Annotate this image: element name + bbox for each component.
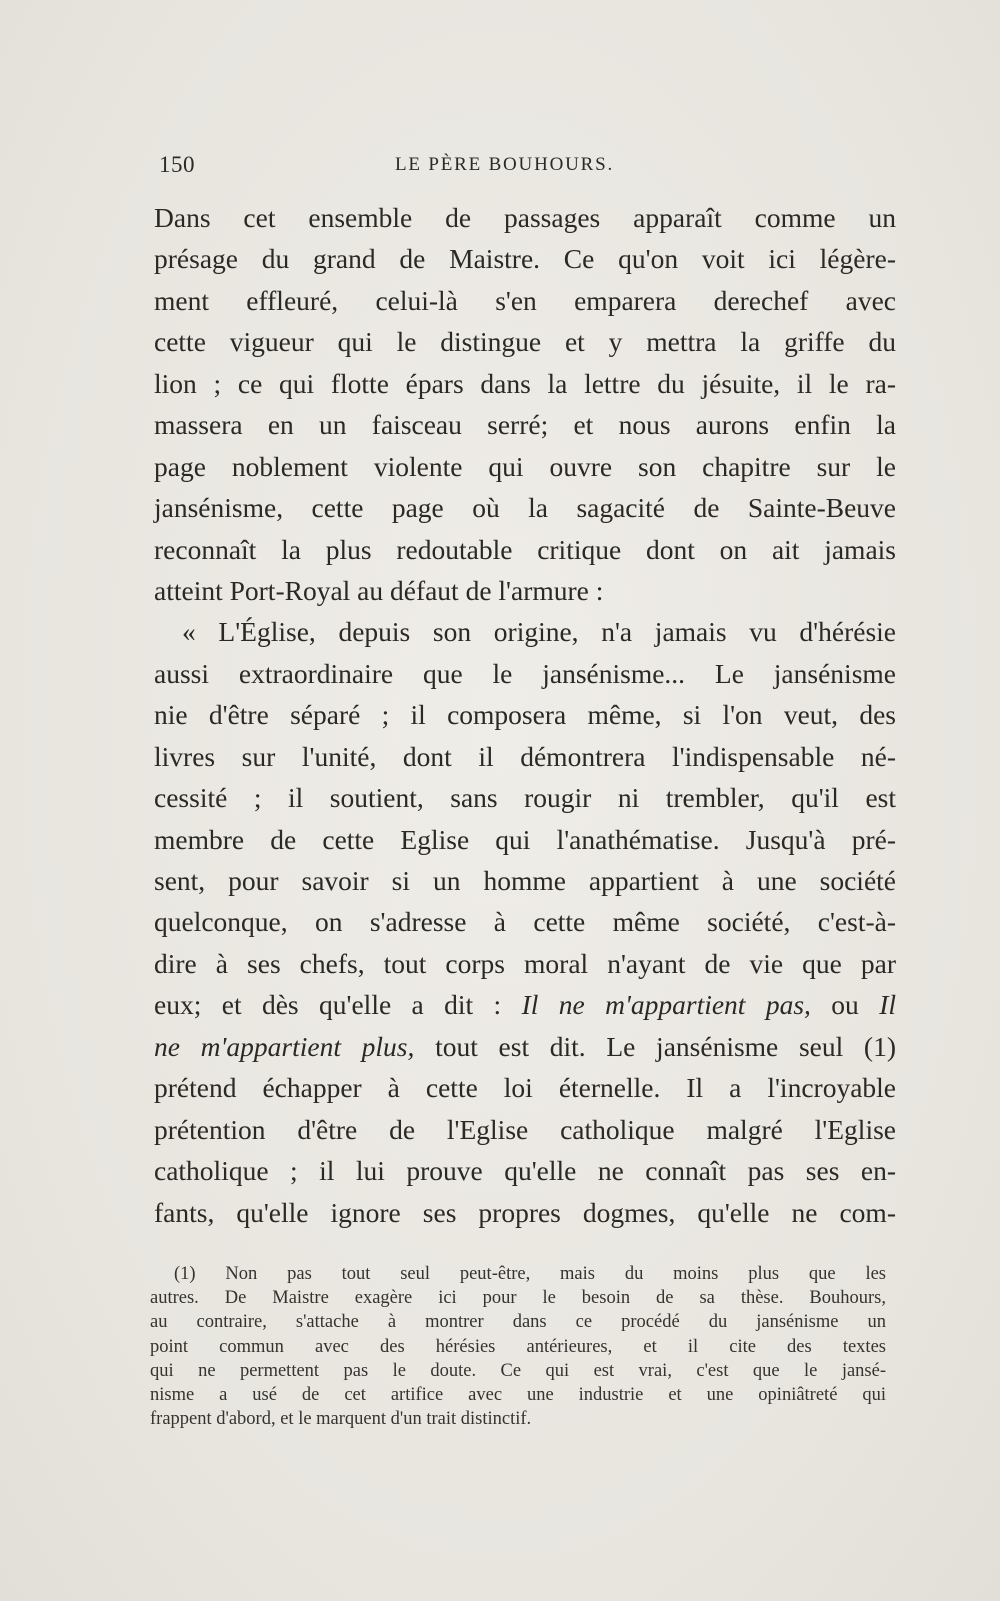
text-line: prétention d'être de l'Eglise catholique malgré l'Eglise [154, 1113, 896, 1145]
text-line: fants, qu'elle ignore ses propres dogmes, qu'elle ne com- [154, 1196, 896, 1228]
text-run: ou [810, 989, 880, 1021]
text-line: massera en un faisceau serré; et nous aurons enfin la [154, 409, 896, 441]
footnote-line: (1) Non pas tout seul peut-être, mais du moins plus que les [174, 1264, 886, 1284]
text-line: jansénisme, cette page où la sagacité de Sainte-Beuve [154, 492, 896, 524]
text-line: quelconque, on s'adresse à cette même société, c'est-à- [154, 906, 896, 938]
page-number: 150 [159, 152, 195, 177]
text-line [154, 1026, 896, 1067]
running-title: LE PÈRE BOUHOURS. [395, 154, 615, 175]
text-line: livres sur l'unité, dont il démontrera l'indispensable né- [154, 740, 896, 772]
text-line: dire à ses chefs, tout corps moral n'ayant de vie que par [154, 947, 896, 979]
text-line: reconnaît la plus redoutable critique dont on ait jamais [154, 533, 896, 565]
text-line: sent, pour savoir si un homme appartient à une société [154, 865, 896, 896]
italic-quote: Il ne m'appartient pas, [521, 989, 811, 1021]
text-line [154, 984, 896, 1025]
footnote-line: nisme a usé de cet artifice avec une industrie et une opiniâtreté qui [150, 1384, 886, 1405]
footnote-line: qui ne permettent pas le doute. Ce qui est vrai, c'est que le jansé- [150, 1360, 886, 1381]
text-line: catholique ; il lui prouve qu'elle ne connaît pas ses en- [154, 1155, 896, 1187]
text-line: page noblement violente qui ouvre son chapitre sur le [154, 450, 896, 482]
text-line: nie d'être séparé ; il composera même, si l'on veut, des [154, 699, 896, 731]
footnote-line: point commun avec des hérésies antérieures, et il cite des textes [150, 1336, 886, 1357]
text-run: eux; et dès qu'elle a dit : [154, 989, 522, 1021]
text-line: membre de cette Eglise qui l'anathématise. Jusqu'à pré- [154, 823, 896, 855]
text-line: cessité ; il soutient, sans rougir ni trembler, qu'il est [154, 782, 896, 814]
text-line: cette vigueur qui le distingue et y mettra la griffe du [154, 326, 896, 358]
text-line: lion ; ce qui flotte épars dans la lettre du jésuite, il le ra- [154, 367, 896, 399]
text-line: atteint Port-Royal au défaut de l'armure : [154, 574, 604, 606]
text-line: prétend échapper à cette loi éternelle. Il a l'incroyable [154, 1072, 896, 1104]
running-head [159, 152, 887, 182]
body-text [154, 197, 896, 1233]
text-line: aussi extraordinaire que le jansénisme... Le jansénisme [154, 657, 896, 689]
text-line: Dans cet ensemble de passages apparaît comme un [154, 202, 896, 233]
footnote-line: autres. De Maistre exagère ici pour le besoin de sa thèse. Bouhours, [150, 1288, 886, 1309]
footnote [150, 1262, 886, 1431]
text-run: tout est dit. Le jansénisme seul (1) [414, 1030, 896, 1062]
quote-start-line: « L'Église, depuis son origine, n'a jamais vu d'hérésie [182, 616, 896, 648]
italic-quote: Il [879, 989, 897, 1021]
footnote-line: au contraire, s'attache à montrer dans ce procédé du jansénisme un [150, 1312, 886, 1333]
text-line: présage du grand de Maistre. Ce qu'on voit ici légère- [154, 243, 896, 275]
text-line: ment effleuré, celui-là s'en emparera derechef avec [154, 284, 896, 316]
footnote-line: frappent d'abord, et le marquent d'un trait distinctif. [150, 1409, 532, 1430]
italic-quote: ne m'appartient plus, [154, 1030, 415, 1062]
